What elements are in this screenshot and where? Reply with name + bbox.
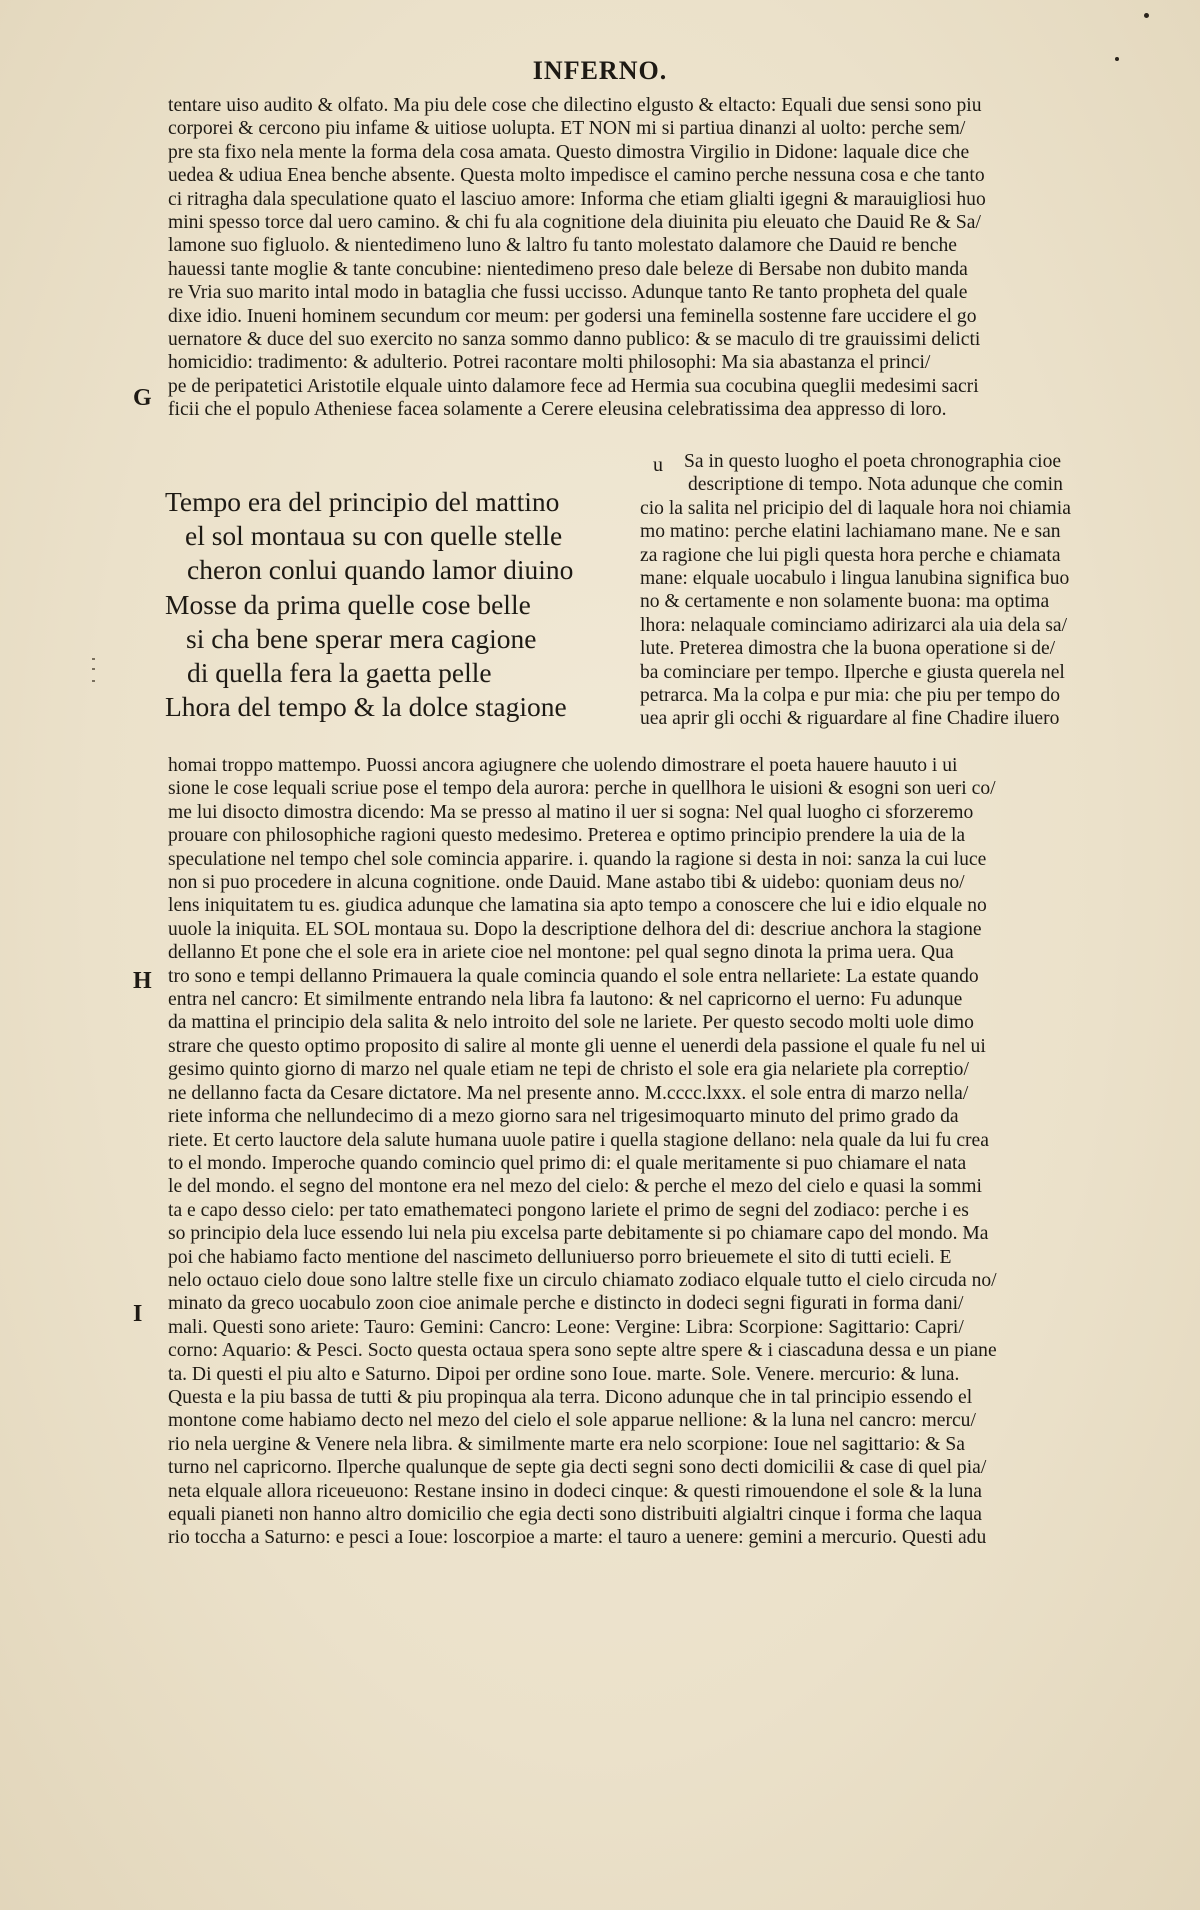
commentary-line: uuole la iniquita. EL SOL montaua su. Dopo la descriptione delhora del di: descriue anchora la stagione (168, 918, 982, 940)
commentary-line: nelo octauo cielo doue sono laltre stelle fixe un circulo chiamato zodiaco elquale tutto el cielo circuda no/ (168, 1269, 997, 1291)
verse-line: Tempo era del principio del mattino (165, 486, 560, 517)
commentary-line: sione le cose lequali scriue pose el tempo dela aurora: perche in quellhora le uisioni & esogni son ueri co/ (168, 778, 996, 800)
commentary-line: gesimo quinto giorno di marzo nel quale etiam ne tepi de christo el sole era gia nelariete pla correptio/ (168, 1059, 969, 1081)
commentary-line: rio toccha a Saturno: e pesci a Ioue: loscorpioe a marte: el tauro a uenere: gemini a mercurio. Questi adu (168, 1527, 987, 1549)
commentary-bottom (168, 754, 1171, 1550)
commentary-line: mali. Questi sono ariete: Tauro: Gemini: Cancro: Leone: Vergine: Libra: Scorpione: Sagittario: Capri/ (168, 1316, 964, 1338)
commentary-line: mane: elquale uocabulo i lingua lanubina significa buo (640, 568, 1070, 590)
commentary-line: cio la salita nel pricipio del di laquale hora noi chiamia (640, 497, 1071, 519)
commentary-line: so principio dela luce essendo lui nela piu excelsa parte debitamente si po chiamare capo del mondo. Ma (168, 1223, 989, 1245)
commentary-line: non si puo procedere in alcuna cognitione. onde Dauid. Mane astabo tibi & uidebo: quoniam deus no/ (168, 872, 965, 894)
commentary-line: ta. Di questi el piu alto e Saturno. Dipoi per ordine sono Ioue. marte. Sole. Venere. mercurio: & luna. (168, 1363, 960, 1385)
commentary-line: uedea & udiua Enea benche absente. Questa molto impedisce el camino perche nessuna cosa e che tanto (168, 165, 985, 187)
commentary-line: descriptione di tempo. Nota adunque che comin (688, 474, 1063, 496)
commentary-line: pre sta fixo nela mente la forma dela cosa amata. Questo dimostra Virgilio in Didone: laquale dice che (168, 141, 970, 163)
commentary-line: uernatore & duce del suo exercito no sanza sommo danno publico: & se maculo di tre grauissimi delicti (168, 329, 981, 351)
commentary-line: entra nel cancro: Et similmente entrando nela libra fa lautono: & nel capricorno el uerno: Fu adunque (168, 989, 963, 1011)
verse-tercets (165, 485, 635, 724)
commentary-line: ficii che el populo Atheniese facea solamente a Cerere eleusina celebratissima dea appresso di loro. (168, 399, 947, 421)
guide-letter-u: u (653, 454, 663, 476)
commentary-line: za ragione che lui pigli questa hora perche e chiamata (640, 544, 1061, 566)
guide-letter-g: G (133, 385, 152, 411)
commentary-line: lamone suo figluolo. & nientedimeno luno & laltro fu tanto molestato dalamore che Dauid re benche (168, 235, 957, 257)
commentary-line: dixe idio. Inueni hominem secundum cor meum: per godersi una feminella sostenne fare uccidere el go (168, 305, 977, 327)
commentary-line: tro sono e tempi dellanno Primauera la quale comincia quando el sole entra nellariete: La estate quando (168, 965, 979, 987)
commentary-line: lute. Preterea dimostra che la buona operatione si de/ (640, 638, 1056, 660)
verse-line: si cha bene sperar mera cagione (186, 622, 537, 654)
commentary-line: riete. Et certo lauctore dela salute humana uuole patire i quella stagione dellano: nela quale da lui fu crea (168, 1129, 989, 1151)
commentary-line: hauessi tante moglie & tante concubine: nientedimeno preso dale beleze di Bersabe non dubito manda (168, 258, 968, 280)
commentary-line: mini spesso torce dal uero camino. & chi fu ala cognitione dela diuinita piu eleuato che Dauid Re & Sa/ (168, 212, 981, 234)
guide-letter-i: I (133, 1301, 143, 1327)
margin-mark (92, 658, 95, 660)
commentary-line: riete informa che nellundecimo di a mezo giorno sara nel trigesimoquarto minuto del primo grado da (168, 1106, 959, 1128)
margin-mark (92, 668, 95, 670)
commentary-line: da mattina el principio dela salita & nelo introito del sole ne lariete. Per questo secodo molti uole dimo (168, 1012, 974, 1034)
commentary-line: uea aprir gli occhi & riguardare al fine Chadire iluero (640, 708, 1060, 730)
commentary-line: Sa in questo luogho el poeta chronographia cioe (684, 451, 1062, 472)
page-header: INFERNO. (532, 56, 668, 85)
commentary-line: corno: Aquario: & Pesci. Socto questa octaua spera sono septe altre spere & i ciascaduna dessa e un piane (168, 1340, 997, 1362)
commentary-line: pe de peripatetici Aristotile elquale uinto dalamore fece ad Hermia sua cocubina queglii medesimi sacri (168, 375, 979, 397)
verse-line: Mosse da prima quelle cose belle (165, 588, 531, 620)
commentary-line: turno nel capricorno. Ilperche qualunque de septe gia decti segni sono decti domicilii & case di quel pia/ (168, 1457, 987, 1479)
commentary-right (640, 450, 1180, 731)
commentary-line: re Vria suo marito intal modo in bataglia che fussi uccisso. Adunque tanto Re tanto propheta del quale (168, 282, 968, 304)
commentary-line: mo matino: perche elatini lachiamano mane. Ne e san (640, 521, 1061, 543)
commentary-line: minato da greco uocabulo zoon cioe animale perche e distincto in dodeci segni figurati in forma dani/ (168, 1293, 964, 1315)
commentary-line: ci ritragha dala speculatione quato el lasciuo amore: Informa che etiam glialti igegni & marauigliosi huo (168, 188, 986, 210)
commentary-line: poi che habiamo facto mentione del nascimeto delluniuerso porro brieuemete el sito di tutti ecieli. E (168, 1246, 952, 1268)
commentary-line: tentare uiso audito & olfato. Ma piu dele cose che dilectino elgusto & eltacto: Equali due sensi sono piu (168, 95, 982, 116)
commentary-line: ba cominciare per tempo. Ilperche e giusta querela nel (640, 661, 1065, 683)
commentary-line: neta elquale allora riceueuono: Restane insino in dodeci cinque: & questi rimouendone el sole & la luna (168, 1480, 982, 1502)
commentary-line: no & certamente e non solamente buona: ma optima (640, 591, 1050, 613)
commentary-line: lhora: nelaquale cominciamo adirizarci ala uia dela sa/ (640, 614, 1068, 636)
verse-line: di quella fera la gaetta pelle (187, 657, 492, 689)
commentary-line: montone come habiamo decto nel mezo del cielo el sole apparue nellione: & la luna nel cancro: mercu/ (168, 1410, 976, 1432)
commentary-line: speculatione nel tempo chel sole comincia apparire. i. quando la ragione si desta in noi: sanza la cui luce (168, 848, 987, 870)
commentary-line: homicidio: tradimento: & adulterio. Potrei racontare molti philosophi: Ma sia abastanza el princi/ (168, 352, 931, 374)
verse-line: el sol montaua su con quelle stelle (185, 520, 563, 552)
commentary-line: Questa e la piu bassa de tutti & piu propinqua ala terra. Dicono adunque che in tal principio essendo el (168, 1386, 973, 1408)
verse-line: cheron conlui quando lamor diuino (187, 554, 574, 586)
commentary-line: prouare con philosophiche ragioni questo medesimo. Preterea e optimo principio prendere la uia de la (168, 825, 966, 847)
commentary-line: ne dellanno facta da Cesare dictatore. Ma nel presente anno. M.cccc.lxxx. el sole entra di marzo nella/ (168, 1082, 969, 1104)
commentary-line: homai troppo mattempo. Puossi ancora agiugnere che uolendo dimostrare el poeta hauere hauuto i ui (168, 755, 958, 776)
commentary-line: to el mondo. Imperoche quando comincio quel primo di: el quale meritamente si puo chiamare el nata (168, 1152, 967, 1174)
commentary-line: me lui disocto dimostra dicendo: Ma se presso al matino il uer si sogna: Nel qual luogho ci sforzeremo (168, 801, 974, 823)
ink-spot (1144, 13, 1149, 18)
commentary-top (168, 94, 1171, 422)
commentary-line: corporei & cercono piu infame & uitiose uolupta. ET NON mi si partiua dinanzi al uolto: perche sem/ (168, 118, 966, 140)
commentary-line: lens iniquitatem tu es. giudica adunque che lamatina sia apto tempo a conoscere che lui e idio elquale no (168, 895, 987, 917)
commentary-line: strare che questo optimo proposito di salire al monte gli uenne el uenerdi dela passione el quale fu nel ui (168, 1035, 986, 1057)
commentary-line: ta e capo desso cielo: per tato emathemateci pongono lariete el primo de segni del zodiaco: perche i es (168, 1199, 969, 1221)
verse-line: Lhora del tempo & la dolce stagione (165, 691, 567, 723)
commentary-line: le del mondo. el segno del montone era nel mezo del cielo: & perche el mezo del cielo e quasi la sommi (168, 1176, 982, 1198)
margin-mark (92, 680, 95, 682)
commentary-line: petrarca. Ma la colpa e pur mia: che piu per tempo do (640, 685, 1061, 707)
commentary-line: equali pianeti non hanno altro domicilio che egia decti sono distribuiti algialtri cinque i forma che laqua (168, 1504, 982, 1525)
commentary-line: rio nela uergine & Venere nela libra. & similmente marte era nelo scorpione: Ioue nel sagittario: & Sa (168, 1433, 965, 1455)
commentary-line: dellanno Et pone che el sole era in ariete cioe nel montone: pel qual segno dinota la prima uera. Qua (168, 942, 954, 964)
guide-letter-h: H (133, 968, 152, 994)
